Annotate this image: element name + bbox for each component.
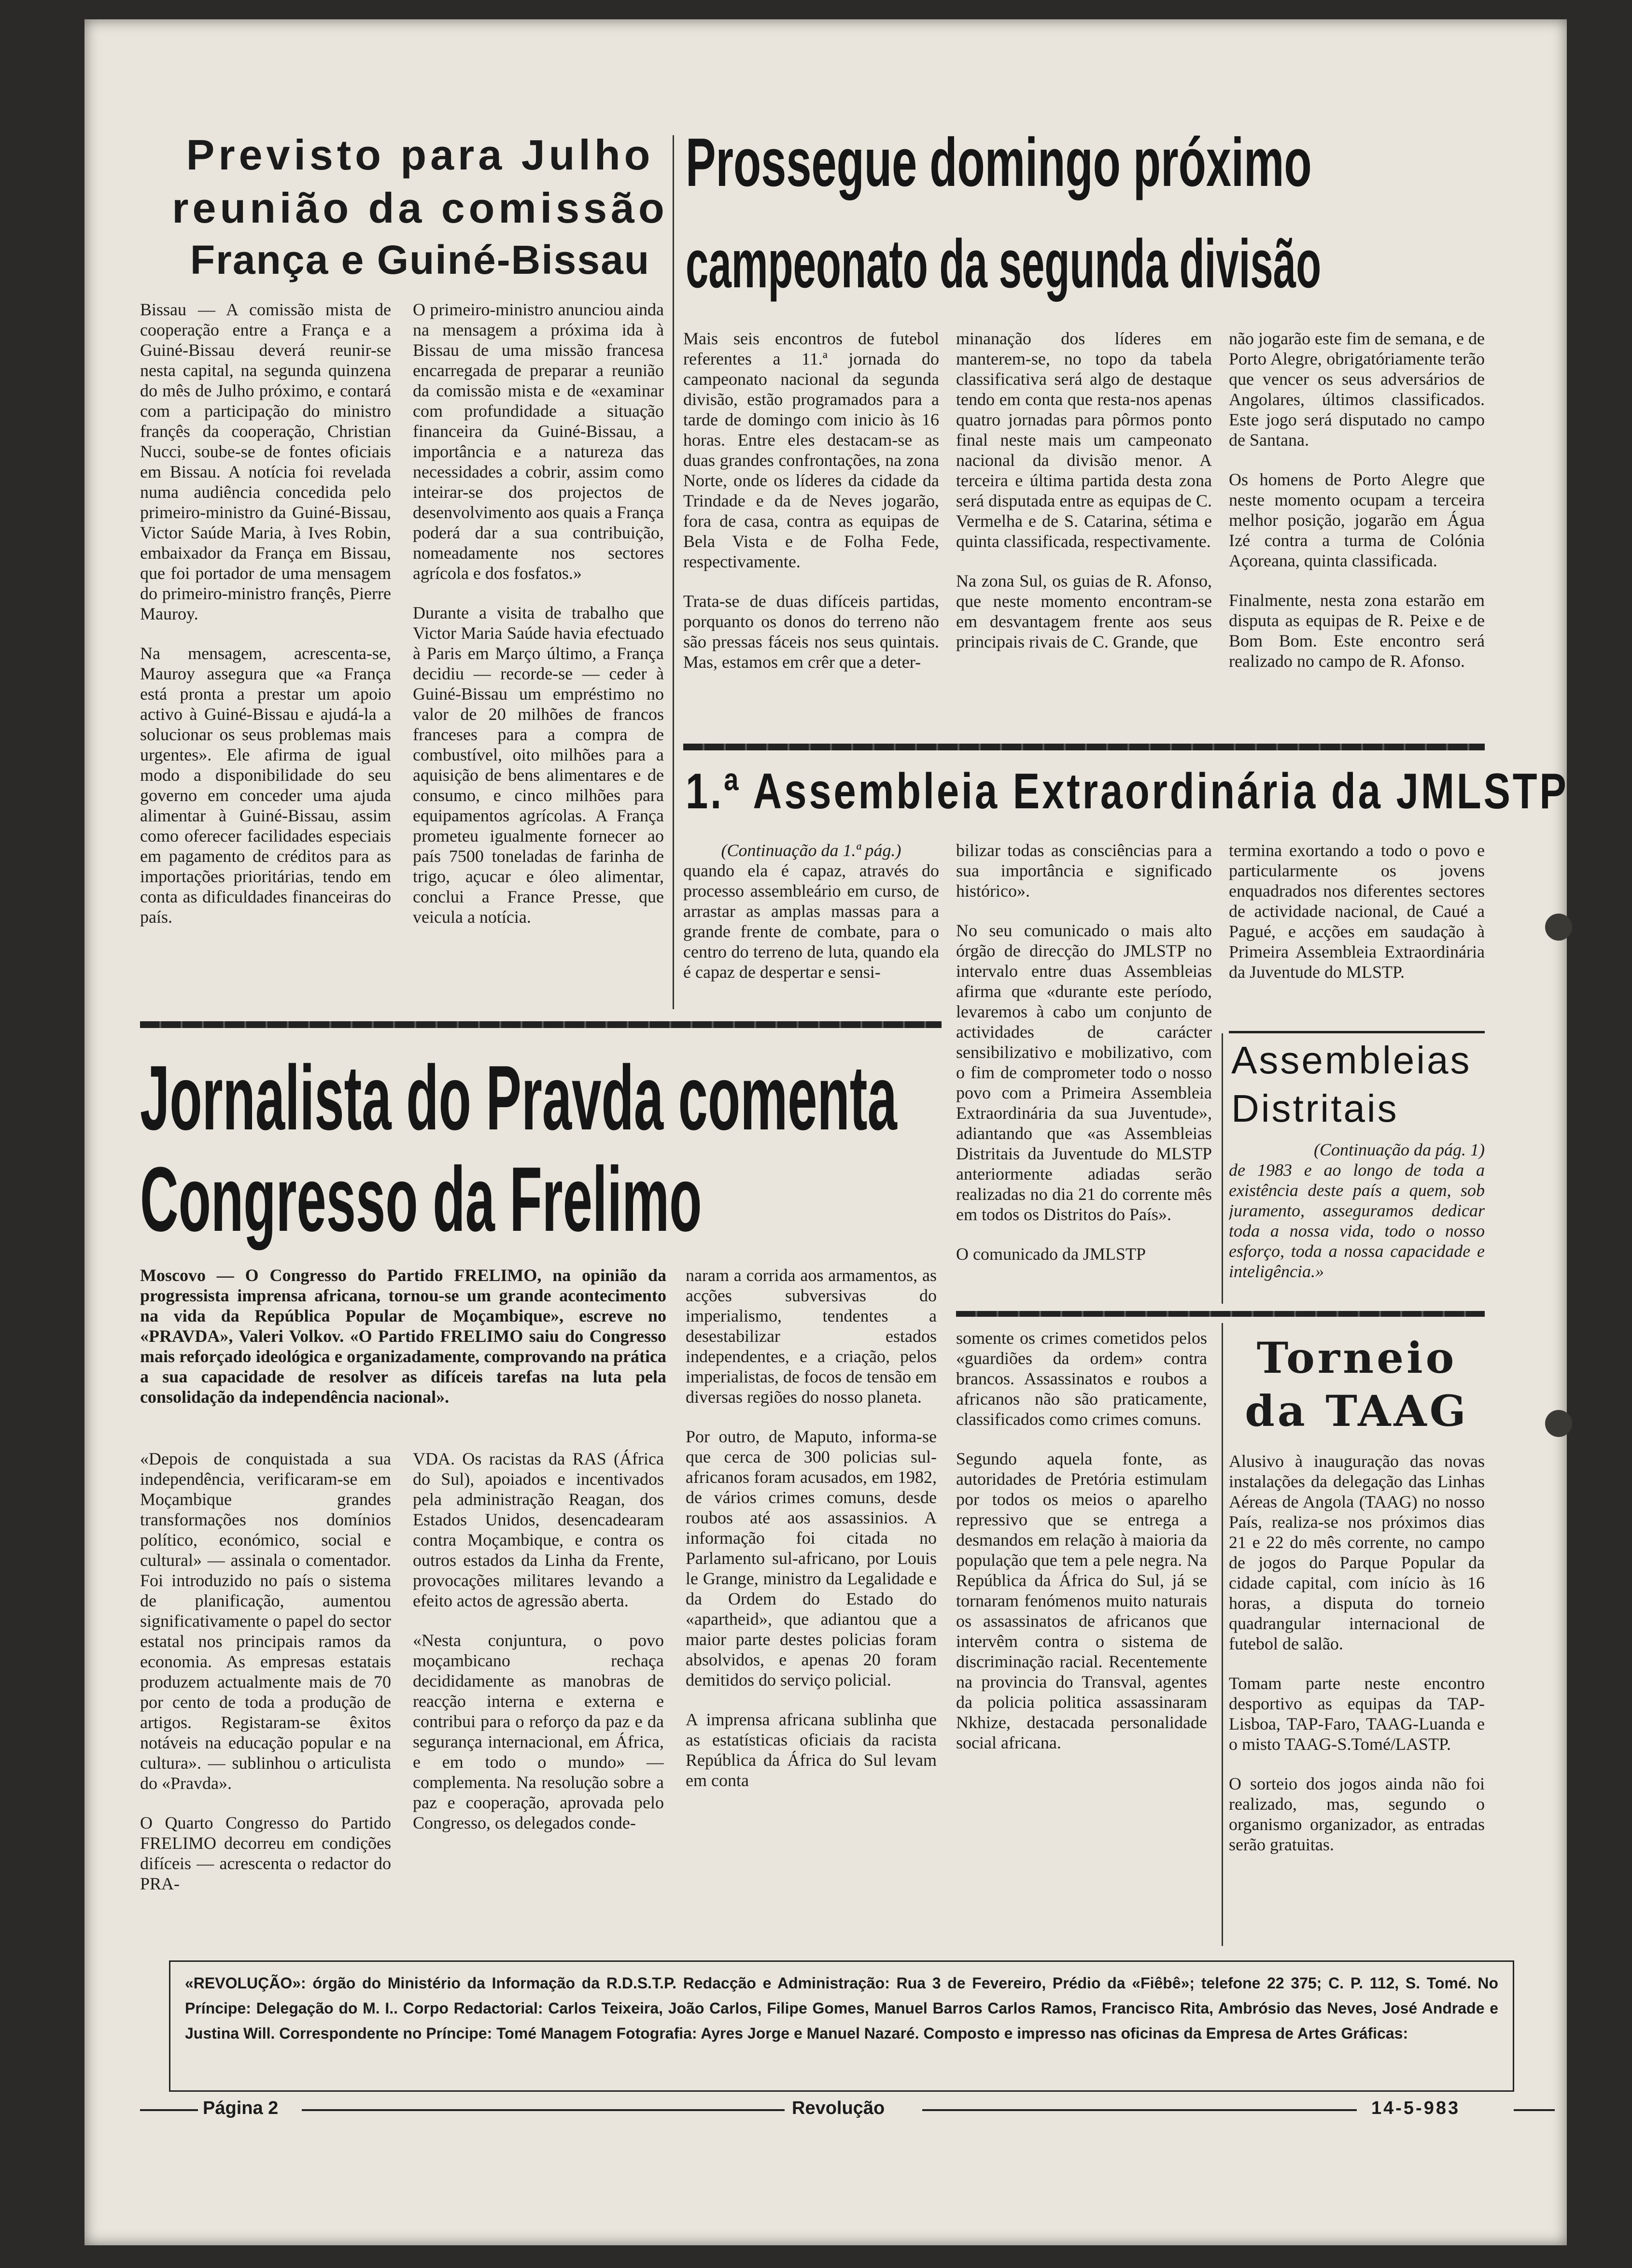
paragraph: Durante a visita de trabalho que Victor Maria Saúde havia efectuado à Paris em Março último, a França decidiu — recorde-se — ceder à Guiné-Bissau um empréstimo no valor de 20 milhões de francos franceses para a compra de combustível, oito milhões para a aquisição de bens alimentares e de consumo, e cinco milhões para equipamentos agrícolas. A França prometeu igualmente fornecer ao país 7500 toneladas de farinha de trigo, açucar e óleo alimentar, conclui a France Presse, que veicula a notícia. — [413, 603, 664, 927]
section-rule — [140, 1021, 942, 1028]
distritais-body — [1229, 1140, 1485, 1294]
paragraph: Por outro, de Maputo, informa-se que cerca de 300 policias sul-africanos foram acusados, em 1982, de vários crimes comuns, desde roubos até aos assassinios. A informação foi citada no Parlamento sul-africano, por Louis le Grange, ministro da Legalidade e da Ordem do Estado do «apartheid», que adiantou que a maior parte destes policias foram absolvidos, e apenas 20 foram demitidos do serviço policial. — [686, 1427, 937, 1690]
punch-hole-bottom — [1545, 1410, 1572, 1437]
previsto-headline-2: reunião da comissão — [172, 184, 668, 232]
paragraph: Moscovo — O Congresso do Partido FRELIMO, na opinião da progressista imprensa africana, tornou-se um grande acontecimento na vida da República Popular de Moçambique», escreve no «PRAVDA», Valeri Volkov. «O Partido FRELIMO saiu do Congresso mais reforçado ideológica e organizadamente, comprovando na prática a sua capacidade de resolver as difíceis tarefas na luta pela consolidação da independência nacional». — [140, 1266, 666, 1407]
footer-rule-mid-right — [922, 2109, 1357, 2111]
previsto-col-2 — [413, 299, 664, 1009]
pravda-col-1 — [140, 1449, 391, 1946]
campeonato-col-3 — [1229, 328, 1485, 729]
taag-headline-2: da TAAG — [1245, 1386, 1469, 1436]
paragraph: termina exortando a todo o povo e particularmente os jovens enquadrados nos diferentes sectores de actividade nacional, de Caué a Pagué, e acções em saudação à Primeira Assembleia Extraordinária da Juventude do MLSTP. — [1229, 841, 1485, 982]
masthead-box — [169, 1960, 1514, 2092]
paragraph: «Depois de conquistada a sua independência, verificaram-se em Moçambique grandes transformações nos domínios político, económico, social e cultural» — assinala o comentador. Foi introduzido no país o sistema de planificação, aumentou significativamente o papel do sector estatal nos principais ramos da economia. As empresas estatais produzem actualmente mais de 70 por cento de toda a produção de artigos. Registaram-se êxitos notáveis na educação popular e na cultura». — sublinhou o articulista do «Pravda». — [140, 1449, 391, 1793]
taag-headline-1: Torneio — [1256, 1333, 1457, 1383]
paragraph: Finalmente, nesta zona estarão em disputa as equipas de R. Peixe e de Bom Bom. Este encontro será realizado no campo de R. Afonso. — [1229, 591, 1485, 671]
paragraph: O primeiro-ministro anunciou ainda na mensagem a próxima ida à Bissau de uma missão francesa encarregada de preparar a reunião da comissão mista e de «examinar com profundidade a situação financeira da Guiné-Bissau, a importância e a natureza das necessidades a cobrir, assim como inteirar-se dos projectos de desenvolvimento aos quais a França poderá dar a sua contribuição, nomeadamente nos sectores agrícola e dos fosfatos.» — [413, 300, 664, 583]
paragraph: Na mensagem, acrescenta-se, Mauroy assegura que «a França está pronta a prestar um apoio activo à Guiné-Bissau e ajudá-la a solucionar os seus problemas mais urgentes». Ele afirma de igual modo a disponibilidade do seu governo em conceder uma ajuda alimentar à Guiné-Bissau, assim como oferecer facilidades especiais em pagamento de créditos para as importações prioritárias, tendo em conta as dificuldades financeiras do país. — [140, 644, 391, 927]
paragraph: minanação dos líderes em manterem-se, no topo da tabela classificativa será algo de destaque tendo em conta que resta-nos apenas quatro jornadas para pôrmos ponto final neste mais um campeonato nacional da divisão menor. A terceira e última partida desta zona será disputada entre as equipas de C. Vermelha e de S. Catarina, sétima e quinta classificada, respectivamente. — [956, 329, 1212, 551]
paragraph: bilizar todas as consciências para a sua importância e significado histórico». — [956, 841, 1212, 901]
pravda-headline-2: Congresso da Frelimo — [140, 1148, 702, 1251]
masthead-text: «REVOLUÇÃO»: órgão do Ministério da Informação da R.D.S.T.P. Redacção e Administração: Rua 3 de Fevereiro, Prédio da «Fiêbê»; telefone 22 375; C. P. 112, S. Tomé. No Príncipe: Delegação do M. I.. Corpo Redactorial: Carlos Teixeira, João Carlos, Filipe Gomes, Manuel Barros Carlos Ramos, Francisco Rita, Ambrósio das Neves, José Andrade e Justina Will. Correspondente no Príncipe: Tomé Managem Fotografia: Ayres Jorge e Manuel Nazaré. Composto e impresso nas oficinas da Empresa de Artes Gráficas: — [185, 1974, 1498, 2042]
footer-rule-left — [140, 2109, 198, 2111]
paragraph: Na zona Sul, os guias de R. Afonso, que neste momento encontram-se em desvantagem frente aos seus principais rivais de C. Grande, que — [956, 571, 1212, 651]
assembleia-headline: 1.ª Assembleia Extraordinária da JMLSTP — [686, 763, 1569, 819]
paragraph: Segundo aquela fonte, as autoridades de Pretória estimulam por todos os meios o aparelho repressivo que se entrega a desmandos em relação à maioria da população que tem a pele negra. Na República da África do Sul, já se tornaram fenómenos muito naturais os assassinatos de africanos que intervêm contra o sistema de discriminação racial. Recentemente na provincia do Transval, agentes da policia politica assassinaram Nkhize, destacada personalidade social africana. — [956, 1449, 1207, 1752]
issue-date: 14-5-983 — [1371, 2098, 1461, 2118]
assembleia-col-1 — [683, 840, 939, 1014]
distritais-continuation: (Continuação da pág. 1) — [1314, 1140, 1485, 1159]
campeonato-headline-1: Prossegue domingo próximo — [686, 124, 1312, 201]
column-rule — [1222, 1323, 1223, 1946]
pravda-col-4 — [956, 1328, 1207, 1946]
distritais-headline-2: Distritais — [1231, 1087, 1399, 1130]
paragraph: O sorteio dos jogos ainda não foi realizado, mas, segundo o organismo organizador, as entradas serão gratuitas. — [1229, 1774, 1485, 1854]
paragraph: Alusivo à inauguração das novas instalações da delegação das Linhas Aéreas de Angola (TAAG) no nosso País, realiza-se nos próximos dias 21 e 22 do mês corrente, no campo de jogos do Parque Popular da cidade capital, com início às 16 horas, a disputa do torneio quadrangular internacional de futebol de salão. — [1229, 1451, 1485, 1653]
footer-rule-right — [1514, 2109, 1555, 2111]
column-rule — [673, 135, 674, 1009]
paragraph: O comunicado da JMLSTP — [956, 1244, 1146, 1264]
paragraph: naram a corrida aos armamentos, as acções subversivas do imperialismo, tendentes a desestabilizar estados independentes, e a criação, pelos imperialistas, de focos de tensão em diversas regiões do nosso planeta. — [686, 1266, 937, 1407]
paragraph: somente os crimes cometidos pelos «guardiões da ordem» contra brancos. Assassinatos e roubos a africanos não são praticamente, classificados como crimes comuns. — [956, 1328, 1207, 1429]
paragraph: A imprensa africana sublinha que as estatísticas oficiais da racista República da África do Sul levam em conta — [686, 1710, 937, 1790]
assembleia-continuation: (Continuação da 1.ª pág.) — [721, 841, 901, 860]
paragraph: Os homens de Porto Alegre que neste momento ocupam a terceira melhor posição, jogarão em Água Izé contra a turma de Colónia Açoreana, quinta classificada. — [1229, 470, 1485, 570]
campeonato-headline-2: campeonato da segunda divisão — [686, 225, 1322, 302]
pravda-col-2 — [413, 1449, 664, 1946]
paragraph: quando ela é capaz, através do processo assembleário em curso, de arrastar as amplas massas para a grande frente de combate, para o centro do terreno de luta, quando ela é capaz de despertar e sensi- — [683, 861, 939, 982]
footer-rule-mid-left — [302, 2109, 785, 2111]
paragraph: Trata-se de duas difíceis partidas, porquanto os donos do terreno não são pressas fáceis nos seus quintais. Mas, estamos em crêr que a deter- — [683, 592, 939, 672]
campeonato-col-2 — [956, 328, 1212, 729]
newspaper-page — [84, 19, 1567, 2245]
previsto-headline-3: França e Guiné-Bissau — [190, 237, 650, 282]
section-rule — [1229, 1031, 1485, 1033]
paragraph: Tomam parte neste encontro desportivo as equipas da TAP-Lisboa, TAP-Faro, TAAG-Luanda e o misto TAAG-S.Tomé/LASTP. — [1229, 1674, 1485, 1754]
taag-body — [1229, 1451, 1485, 1944]
column-rule — [1222, 1033, 1223, 1304]
paragraph: não jogarão este fim de semana, e de Porto Alegre, obrigatóriamente terão que vencer os seus adversários de Angolares, últimos classificados. Este jogo será disputado no campo de Santana. — [1229, 329, 1485, 450]
previsto-col-1 — [140, 299, 391, 1009]
pravda-col-3 — [686, 1265, 937, 1946]
pravda-lead — [140, 1265, 666, 1439]
paragraph: O Quarto Congresso do Partido FRELIMO decorreu em condições difíceis — acrescenta o redactor do PRA- — [140, 1813, 391, 1893]
campeonato-col-1 — [683, 328, 939, 729]
assembleia-col-3 — [1229, 840, 1485, 1033]
paragraph: VDA. Os racistas da RAS (África do Sul), apoiados e incentivados pela administração Reagan, dos Estados Unidos, desencadearam contra Moçambique, e contra os outros estados da Linha da Frente, provocações militares levando a efeito actos de agressão aberta. — [413, 1449, 664, 1610]
paragraph: de 1983 e ao longo de toda a existência deste país a quem, sob juramento, asseguramos dedicar toda a nossa vida, todo o nosso esforço, toda a nossa capacidade e inteligência.» — [1229, 1160, 1485, 1281]
paragraph: «Nesta conjuntura, o povo moçambicano rechaça decididamente as manobras de reacção interna e externa e contribui para o reforço da paz e da segurança internacional, em África, e em todo o mundo» — complementa. Na resolução sobre a paz e cooperação, aprovada pelo Congresso, os delegados conde- — [413, 1631, 664, 1832]
section-rule — [956, 1311, 1485, 1317]
paragraph: Mais seis encontros de futebol referentes a 11.ª jornada do campeonato nacional da segunda divisão, estão programados para a tarde de domingo com inicio às 16 horas. Entre eles destacam-se as duas grandes confrontações, na zona Norte, onde os líderes da cidade da Trindade e da de Neves jogarão, fora de casa, contra as equipas de Bela Vista e de Folha Fede, respectivamente. — [683, 329, 939, 571]
paragraph: No seu comunicado o mais alto órgão de direcção do JMLSTP no intervalo entre duas Assembleias afirma que «durante este período, levaremos à cabo um conjunto de actividades de carácter sensibilizativo e mobilizativo, com o fim de comprometer todo o nosso povo com a Primeira Assembleia Extraordinária da sua Juventude», adiantando que «as Assembleias Distritais da Juventude do MLSTP anteriormente adiadas serão realizadas no dia 21 do corrente mês em todos os Distritos do País». — [956, 921, 1212, 1224]
punch-hole-top — [1545, 914, 1572, 941]
paragraph: Bissau — A comissão mista de cooperação entre a França e a Guiné-Bissau deverá reunir-se nesta capital, na segunda quinzena do mês de Julho próximo, e contará com a participação do ministro françês da cooperação, Christian Nucci, soube-se de fontes oficiais em Bissau. A notícia foi revelada numa audiência concedida pelo primeiro-ministro da Guiné-Bissau, Victor Saúde Maria, à Ives Robin, embaixador da França em Bissau, que foi portador de uma mensagem do primeiro-ministro françês, Pierre Mauroy. — [140, 300, 391, 623]
paper-name: Revolução — [792, 2098, 885, 2118]
page-number: Página 2 — [203, 2098, 279, 2118]
section-rule — [683, 744, 1485, 750]
previsto-headline-1: Previsto para Julho — [186, 131, 654, 179]
assembleia-col-2 — [956, 840, 1212, 1299]
pravda-headline-1: Jornalista do Pravda comenta — [140, 1047, 897, 1149]
distritais-headline-1: Assembleias — [1231, 1039, 1472, 1082]
